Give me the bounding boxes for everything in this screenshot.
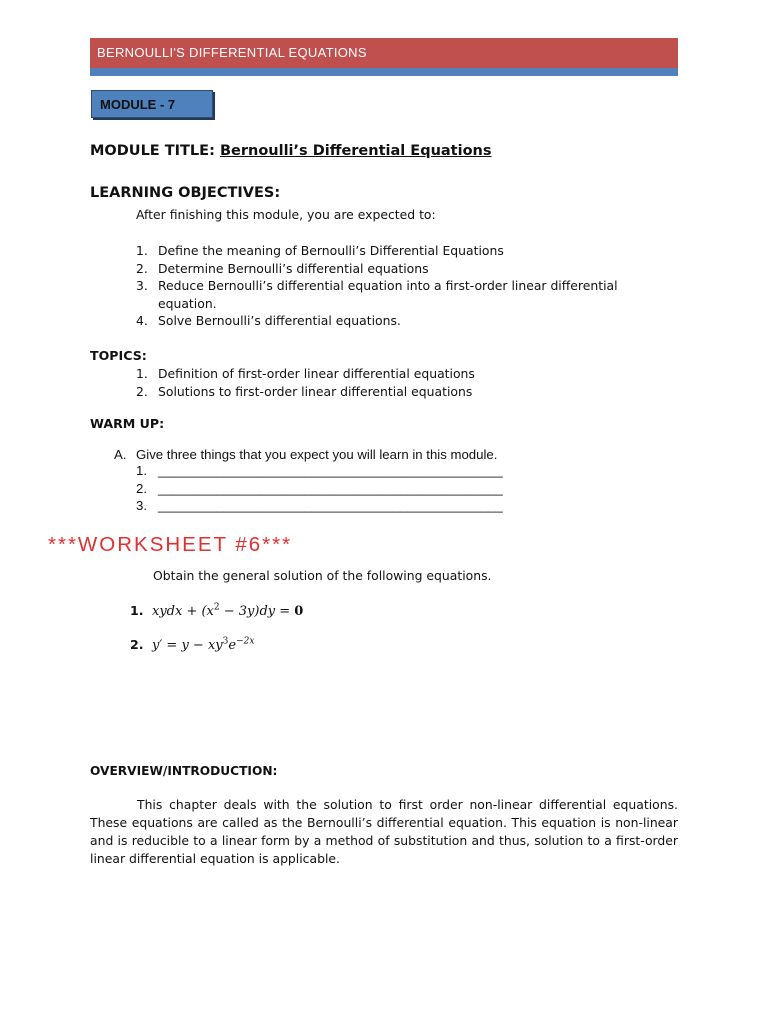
banner-title: BERNOULLI'S DIFFERENTIAL EQUATIONS	[97, 45, 367, 60]
warm-up-blank[interactable]: 3. _______________________________________________	[136, 498, 503, 513]
worksheet-equation-2: 2. $y' = y - xy^3e^{-2x}$	[130, 636, 255, 653]
module-title-value: Bernoulli’s Differential Equations	[219, 143, 492, 159]
worksheet-instruction: Obtain the general solution of the following equations.	[153, 568, 492, 583]
warm-up-blank[interactable]: 1. _______________________________________________	[136, 463, 503, 478]
objective-item-continued: equation.	[158, 296, 217, 311]
overview-paragraph-text: This chapter deals with the solution to first order non-linear differential equations. These equations are called as the Bernoulli’s differential equation. This equation is non-linear and is reducible to a linear form by a method of substitution and thus, solution to a first-order linear differential equation is applicable.	[90, 797, 678, 866]
warm-up-blank[interactable]: 2. _______________________________________________	[136, 481, 503, 496]
objective-item: 2. Determine Bernoulli’s differential equations	[136, 261, 429, 276]
worksheet-equation-1: 1. xydx + $(x^2 - 3y)dy = 0$	[130, 602, 304, 619]
learning-objectives-intro: After finishing this module, you are expected to:	[136, 207, 436, 222]
module-badge	[91, 90, 213, 118]
module-title	[90, 143, 492, 159]
objective-item: 4. Solve Bernoulli’s differential equations.	[136, 313, 401, 328]
topic-item: 2. Solutions to first-order linear differential equations	[136, 384, 473, 399]
warm-up-heading: WARM UP:	[90, 416, 165, 431]
learning-objectives-heading: LEARNING OBJECTIVES:	[90, 185, 281, 201]
overview-paragraph	[90, 796, 678, 868]
module-badge-label: MODULE - 7	[100, 97, 176, 112]
worksheet-title: ***WORKSHEET #6***	[48, 533, 293, 556]
warm-up-prompt: A. Give three things that you expect you will learn in this module.	[114, 447, 498, 462]
topic-item: 1. Definition of first-order linear differential equations	[136, 366, 475, 381]
header-banner-rule	[90, 68, 678, 76]
module-title-label: MODULE TITLE:	[90, 143, 215, 159]
topics-heading: TOPICS:	[90, 348, 147, 363]
objective-item: 3. Reduce Bernoulli’s differential equation into a first-order linear differential	[136, 278, 618, 293]
overview-heading: OVERVIEW/INTRODUCTION:	[90, 764, 278, 778]
objective-item: 1. Define the meaning of Bernoulli’s Differential Equations	[136, 243, 504, 258]
